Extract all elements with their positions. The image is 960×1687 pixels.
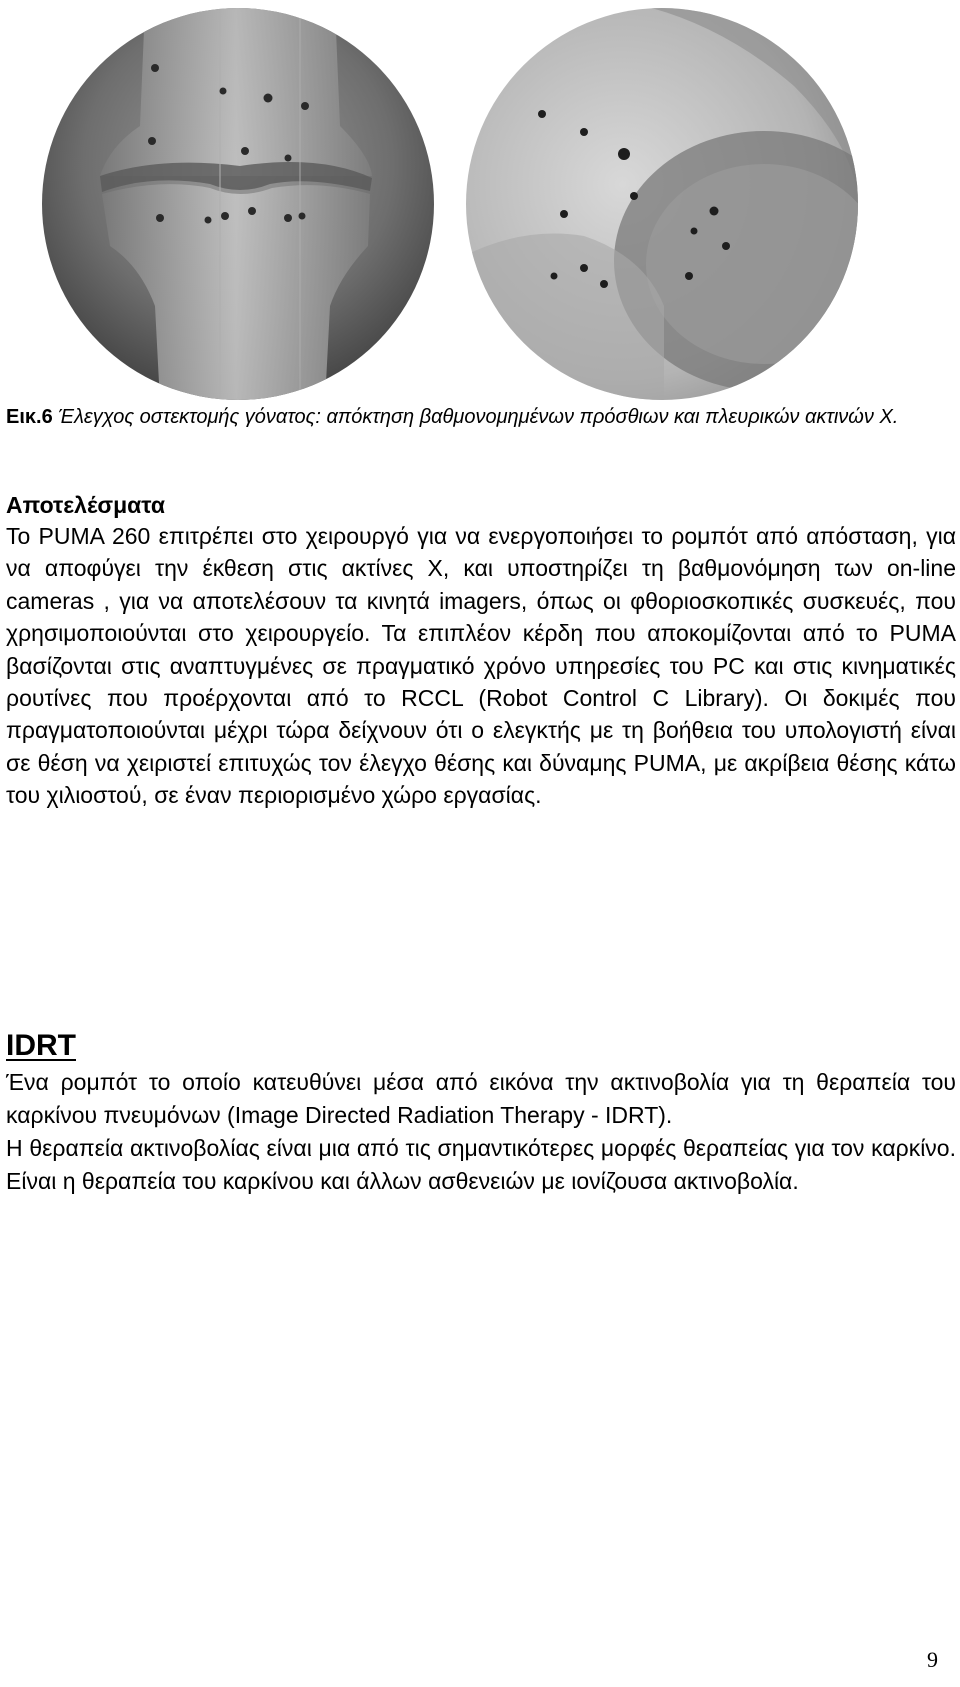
- results-paragraph: Το PUMA 260 επιτρέπει στο χειρουργό για να ενεργοποιήσει το ρομπότ από απόσταση, για να αποφύγει την έκθεση στις ακτίνες Χ, και υποστηρίζει τη βαθμονόμηση των on-line cameras , για να αποτελέσουν τα κινητά imagers, όπως οι φθοριοσκοπικές συσκευές, που χρησιμοποιούνται στο χειρουργείο. Τα επιπλέον κέρδη που αποκομίζονται από το PUMA βασίζονται στις αναπτυγμένες σε πραγματικό χρόνο υπηρεσίες του PC και στις κινηματικές ρουτίνες που προέρχονται από το RCCL (Robot Control C Library). Οι δοκιμές που πραγματοποιούνται μέχρι τώρα δείχνουν ότι ο ελεγκτής με τη βοήθεια του υπολογιστή είναι σε θέση να χειριστεί επιτυχώς τον έλεγχο θέσης και δύναμης PUMA, με ακρίβεια θέσης κάτω του χιλιοστού, σε έναν περιορισμένο χώρο εργασίας.: [6, 523, 956, 809]
- idrt-section: [6, 1026, 956, 1198]
- page-number: 9: [927, 1647, 938, 1672]
- idrt-paragraph-2: Η θεραπεία ακτινοβολίας είναι μια από τις σημαντικότερες μορφές θεραπείας για τον καρκίνο. Είναι η θεραπεία του καρκίνου και άλλων ασθενειών με ιονίζουσα ακτινοβολία.: [6, 1135, 956, 1194]
- xray-knee-lateral-image: [464, 6, 860, 402]
- idrt-heading: IDRT: [6, 1029, 76, 1062]
- results-section: [6, 490, 956, 812]
- caption-label: Εικ.6: [6, 406, 53, 428]
- results-heading: Αποτελέσματα: [6, 492, 166, 518]
- caption-text: Έλεγχος οστεκτομής γόνατος: απόκτηση βαθμονομημένων πρόσθιων και πλευρικών ακτινών Χ.: [52, 406, 899, 428]
- xray-knee-frontal-image: [40, 6, 436, 402]
- idrt-paragraph-1: Ένα ρομπότ το οποίο κατευθύνει μέσα από εικόνα την ακτινοβολία για τη θεραπεία του καρκίνου πνευμόνων (Image Directed Radiation Therapy - IDRT).: [6, 1069, 956, 1128]
- figure-caption: [6, 404, 954, 430]
- figure-xray-pair: [36, 6, 860, 402]
